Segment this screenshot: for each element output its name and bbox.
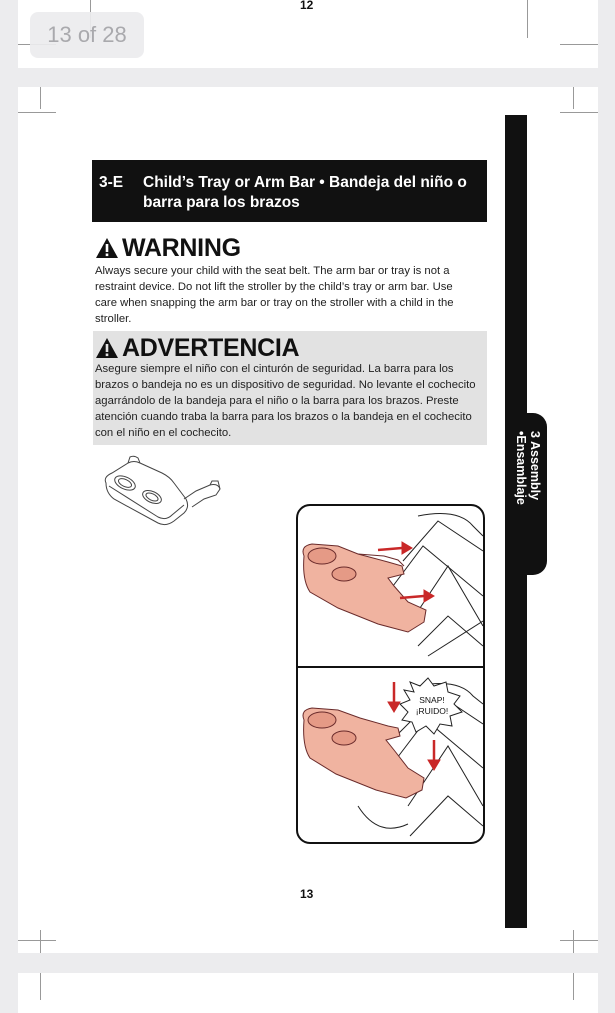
section-number: 3-E xyxy=(99,174,124,191)
section-title: Child’s Tray or Arm Bar • Bandeja del niño o barra para los brazos xyxy=(143,174,467,211)
warning-title: WARNING xyxy=(122,234,241,262)
step-divider xyxy=(298,666,483,668)
page-counter: 13 of 28 xyxy=(30,12,144,58)
tab-label-assembly: 3 Assembly xyxy=(528,431,542,501)
crop-mark xyxy=(560,44,598,45)
crop-mark xyxy=(560,112,598,113)
crop-mark xyxy=(18,940,56,941)
page-number: 13 xyxy=(300,887,314,901)
warning-triangle-icon xyxy=(95,237,119,259)
crop-mark xyxy=(527,0,528,38)
crop-mark xyxy=(573,973,574,1000)
warning-heading xyxy=(95,234,241,262)
advertencia-heading xyxy=(95,334,299,362)
next-page xyxy=(18,973,598,1013)
crop-mark xyxy=(18,112,56,113)
crop-mark xyxy=(560,940,598,941)
crop-mark xyxy=(40,973,41,1000)
advertencia-text: Asegure siempre el niño con el cinturón de seguridad. La barra para los brazos o bandeja no es un dispositivo de seguridad. No levante el cochecito agarrándolo de la bandeja para el niño o la barra para los brazos. Preste atención cuando traba la barra para los brazos o la bandeja en el cochecito con el niño en el cochecito. xyxy=(95,363,476,439)
crop-mark xyxy=(573,87,574,109)
previous-page-number: 12 xyxy=(300,0,314,12)
crop-mark xyxy=(573,930,574,953)
crop-mark xyxy=(40,87,41,109)
tab-label-ensamblaje: •Ensamblaje xyxy=(514,431,528,505)
section-header xyxy=(92,160,487,222)
section-tab xyxy=(505,413,547,575)
snap-text-es: ¡RUIDO! xyxy=(415,706,449,716)
advertencia-title: ADVERTENCIA xyxy=(122,334,300,362)
tray-illustration xyxy=(100,455,225,535)
snap-text-en: SNAP! xyxy=(419,695,445,705)
snap-tray-diagram xyxy=(298,506,483,842)
step-illustration xyxy=(296,504,485,844)
crop-mark xyxy=(40,930,41,953)
warning-text: Always secure your child with the seat belt. The arm bar or tray is not a restraint device. Do not lift the stroller by the child’s tray or arm bar. Use care when snapping the arm bar or tray on the stroller with a child in the stroller. xyxy=(95,265,454,325)
warning-triangle-icon xyxy=(95,337,119,359)
